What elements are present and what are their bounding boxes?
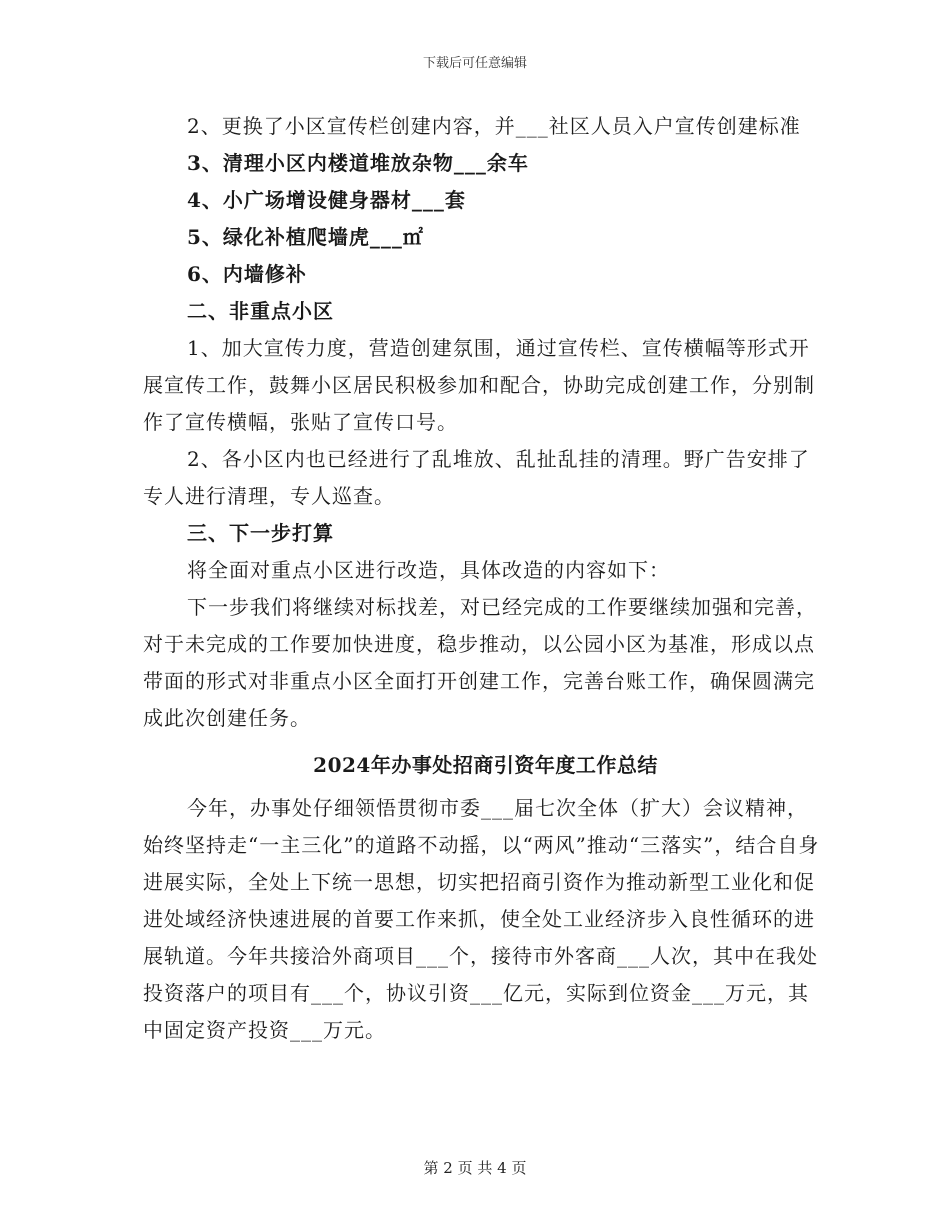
paragraph-item-6: 6、内墙修补 [187,262,307,286]
paragraph-item-2: 2、更换了小区宣传栏创建内容，并___社区人员入户宣传创建标准 [187,114,801,138]
page-header: 下载后可任意编辑 [422,56,527,71]
paragraph-item-5: 5、绿化补植爬墙虎___㎡ [187,225,424,249]
paragraph-cleanup: 2、各小区内也已经进行了乱堆放、乱扯乱挂的清理。野广告安排了专人进行清理，专人巡查。 [143,447,810,508]
paragraph-summary: 今年，办事处仔细领悟贯彻市委___届七次全体（扩大）会议精神，始终坚持走“一主三化”的道路不动摇，以“两风”推动“三落实”，结合自身进展实际，全处上下统一思想，切实把招商引资作为推动新型工业化和促进处域经济快速进展的首要工作来抓，使全处工业经济步入良性循环的进展轨道。今年共接洽外商项目___个，接待市外客商___人次，其中在我处投资落户的项目有___个，协议引资___亿元，实际到位资金___万元，其中固定资产投资___万元。 [143,796,820,1042]
document-title: 2024年办事处招商引资年度工作总结 [313,753,658,777]
paragraph-publicity: 1、加大宣传力度，营造创建氛围，通过宣传栏、宣传横幅等形式开展宣传工作，鼓舞小区居民积极参加和配合，协助完成创建工作，分别制作了宣传横幅，张贴了宣传口号。 [143,336,815,434]
page-footer: 第 2 页 共 4 页 [423,1159,527,1177]
section-heading-3: 三、下一步打算 [187,521,334,545]
paragraph-plan-intro: 将全面对重点小区进行改造，具体改造的内容如下： [187,558,670,582]
section-heading-2: 二、非重点小区 [187,299,334,323]
paragraph-item-4: 4、小广场增设健身器材___套 [187,188,466,212]
paragraph-item-3: 3、清理小区内楼道堆放杂物___余车 [187,151,529,175]
document-body [143,108,828,1049]
paragraph-next-steps: 下一步我们将继续对标找差，对已经完成的工作要继续加强和完善，对于未完成的工作要加快进度，稳步推动，以公园小区为基准，形成以点带面的形式对非重点小区全面打开创建工作，完善台账工作，确保圆满完成此次创建任务。 [143,595,817,730]
